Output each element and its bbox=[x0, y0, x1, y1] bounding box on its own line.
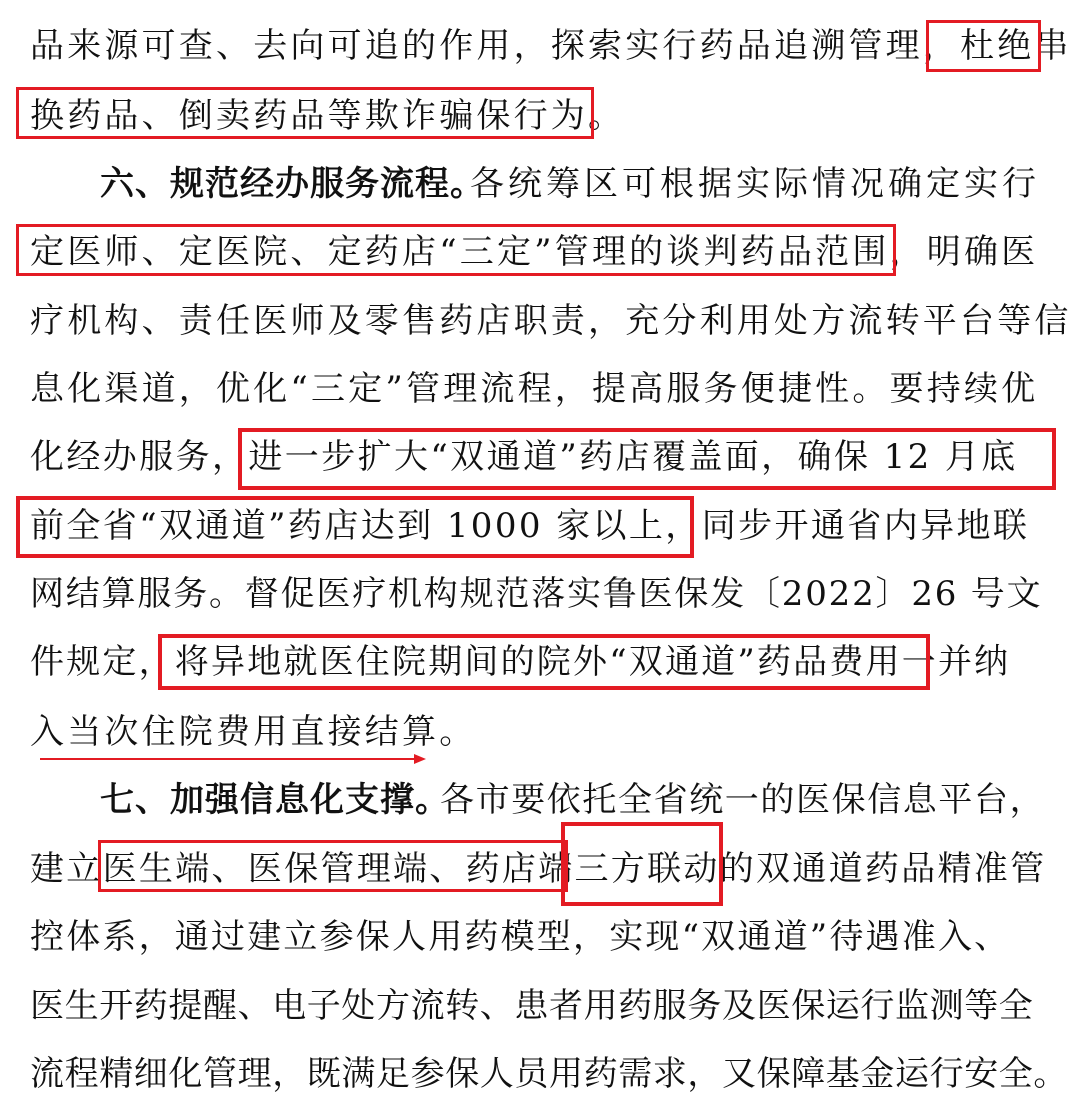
text-line-14: 控体系，通过建立参保人用药模型，实现“双通道”待遇准入、 bbox=[30, 917, 1011, 957]
text-line-1: 品来源可查、去向可追的作用，探索实行药品追溯管理，杜绝串 bbox=[30, 26, 1072, 66]
text-line-9: 网结算服务。督促医疗机构规范落实鲁医保发〔2022〕26 号文 bbox=[30, 574, 1043, 614]
text-line-6: 息化渠道，优化“三定”管理流程，提高服务便捷性。要持续优 bbox=[30, 369, 1039, 409]
section-heading-six: 六、规范经办服务流程。 bbox=[100, 164, 485, 204]
text-line-15: 医生开药提醒、电子处方流转、患者用药服务及医保运行监测等全 bbox=[30, 986, 1034, 1026]
text-line-10: 件规定，将异地就医住院期间的院外“双通道”药品费用一并纳 bbox=[30, 642, 1011, 682]
red-underline-arrow bbox=[40, 758, 416, 760]
text-line-4: 定医师、定医院、定药店“三定”管理的谈判药品范围，明确医 bbox=[30, 232, 1039, 272]
text-line-2: 换药品、倒卖药品等欺诈骗保行为。 bbox=[30, 96, 626, 136]
text-line-7: 化经办服务，进一步扩大“双通道”药店覆盖面，确保 12 月底 bbox=[30, 437, 1018, 477]
arrowhead-icon bbox=[414, 754, 426, 764]
text-line-5: 疗机构、责任医师及零售药店职责，充分利用处方流转平台等信 bbox=[30, 301, 1072, 341]
section-seven-line: 七、加强信息化支撑。 各市要依托全省统一的医保信息平台， bbox=[0, 776, 1080, 824]
text-line-8: 前全省“双通道”药店达到 1000 家以上，同步开通省内异地联 bbox=[30, 506, 1030, 546]
section-six-line: 六、规范经办服务流程。 各统筹区可根据实际情况确定实行 bbox=[0, 160, 1080, 208]
section-heading-seven: 七、加强信息化支撑。 bbox=[100, 780, 450, 820]
text-line-11: 入当次住院费用直接结算。 bbox=[30, 712, 477, 752]
text-line-16: 流程精细化管理，既满足参保人员用药需求，又保障基金运行安全。 bbox=[30, 1054, 1068, 1094]
text-line-13: 建立医生端、医保管理端、药店端三方联动的双通道药品精准管 bbox=[30, 849, 1047, 889]
